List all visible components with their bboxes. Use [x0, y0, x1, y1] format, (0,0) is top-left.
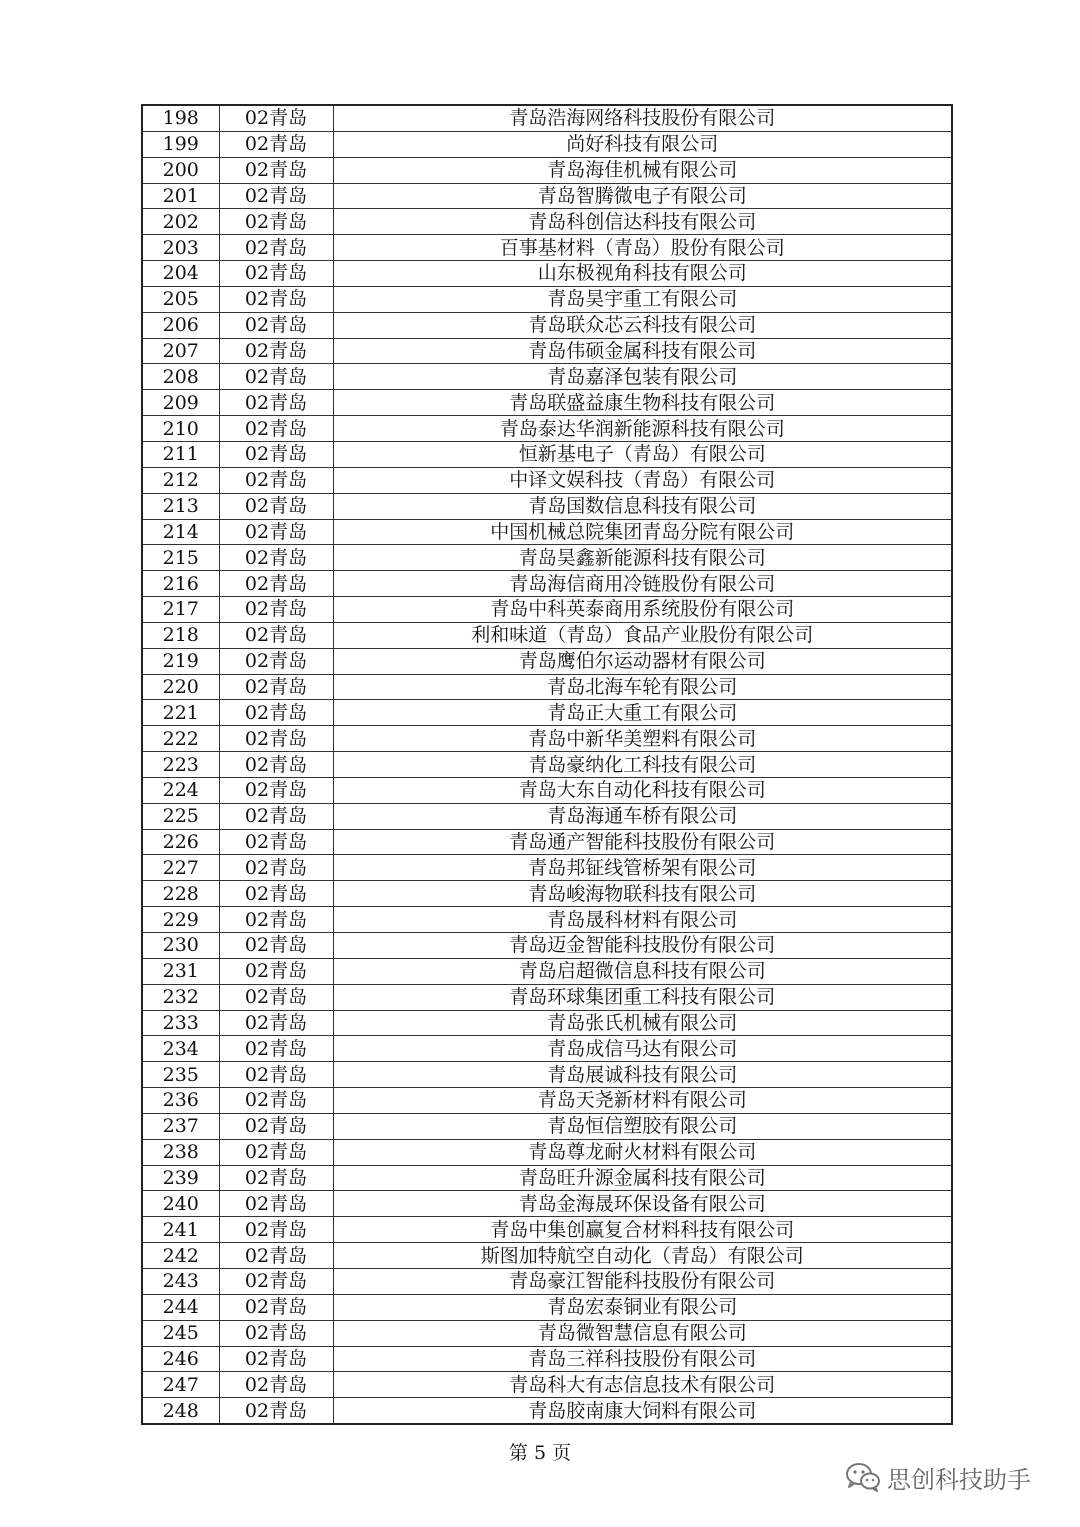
- row-company-name-cell: 青岛启超微信息科技有限公司: [333, 958, 952, 984]
- row-region-cell: 02青岛: [219, 1294, 333, 1320]
- table-row: [142, 674, 952, 700]
- row-company-name-cell: 青岛胶南康大饲料有限公司: [333, 1398, 952, 1424]
- row-region-cell: 02青岛: [219, 286, 333, 312]
- row-number-cell: 242: [142, 1243, 219, 1269]
- row-region-cell: 02青岛: [219, 183, 333, 209]
- row-company-name-cell: 尚好科技有限公司: [333, 131, 952, 157]
- row-region-cell: 02青岛: [219, 1139, 333, 1165]
- table-row: [142, 235, 952, 261]
- table-row: [142, 1243, 952, 1269]
- table-row: [142, 752, 952, 778]
- row-company-name-cell: 青岛大东自动化科技有限公司: [333, 777, 952, 803]
- row-company-name-cell: 青岛正大重工有限公司: [333, 700, 952, 726]
- row-region-cell: 02青岛: [219, 157, 333, 183]
- row-company-name-cell: 青岛昊鑫新能源科技有限公司: [333, 545, 952, 571]
- row-region-cell: 02青岛: [219, 545, 333, 571]
- row-number-cell: 200: [142, 157, 219, 183]
- row-company-name-cell: 青岛海通车桥有限公司: [333, 803, 952, 829]
- row-region-cell: 02青岛: [219, 261, 333, 287]
- table-row: [142, 648, 952, 674]
- row-region-cell: 02青岛: [219, 571, 333, 597]
- table-row: [142, 1217, 952, 1243]
- row-company-name-cell: 青岛迈金智能科技股份有限公司: [333, 933, 952, 959]
- row-company-name-cell: 青岛旺升源金属科技有限公司: [333, 1165, 952, 1191]
- table-row: [142, 1010, 952, 1036]
- row-number-cell: 226: [142, 829, 219, 855]
- row-number-cell: 225: [142, 803, 219, 829]
- row-number-cell: 240: [142, 1191, 219, 1217]
- row-number-cell: 204: [142, 261, 219, 287]
- table-row: [142, 493, 952, 519]
- table-row: [142, 416, 952, 442]
- row-region-cell: 02青岛: [219, 416, 333, 442]
- table-row: [142, 1294, 952, 1320]
- row-company-name-cell: 青岛峻海物联科技有限公司: [333, 881, 952, 907]
- row-company-name-cell: 青岛豪江智能科技股份有限公司: [333, 1268, 952, 1294]
- row-region-cell: 02青岛: [219, 984, 333, 1010]
- row-number-cell: 236: [142, 1088, 219, 1114]
- row-region-cell: 02青岛: [219, 700, 333, 726]
- row-number-cell: 245: [142, 1320, 219, 1346]
- table-row: [142, 364, 952, 390]
- table-row: [142, 777, 952, 803]
- table-body: [142, 105, 952, 1424]
- row-number-cell: 209: [142, 390, 219, 416]
- row-company-name-cell: 利和味道（青岛）食品产业股份有限公司: [333, 622, 952, 648]
- row-region-cell: 02青岛: [219, 1010, 333, 1036]
- row-company-name-cell: 中国机械总院集团青岛分院有限公司: [333, 519, 952, 545]
- row-number-cell: 230: [142, 933, 219, 959]
- row-company-name-cell: 青岛三祥科技股份有限公司: [333, 1346, 952, 1372]
- row-number-cell: 216: [142, 571, 219, 597]
- row-number-cell: 247: [142, 1372, 219, 1398]
- row-company-name-cell: 青岛海信商用冷链股份有限公司: [333, 571, 952, 597]
- row-company-name-cell: 青岛鹰伯尔运动器材有限公司: [333, 648, 952, 674]
- table-row: [142, 338, 952, 364]
- row-company-name-cell: 青岛国数信息科技有限公司: [333, 493, 952, 519]
- row-region-cell: 02青岛: [219, 1191, 333, 1217]
- row-region-cell: 02青岛: [219, 312, 333, 338]
- row-number-cell: 214: [142, 519, 219, 545]
- row-company-name-cell: 山东极视角科技有限公司: [333, 261, 952, 287]
- row-company-name-cell: 青岛恒信塑胶有限公司: [333, 1113, 952, 1139]
- table-row: [142, 390, 952, 416]
- row-number-cell: 246: [142, 1346, 219, 1372]
- row-number-cell: 221: [142, 700, 219, 726]
- row-region-cell: 02青岛: [219, 1346, 333, 1372]
- table-row: [142, 157, 952, 183]
- row-region-cell: 02青岛: [219, 958, 333, 984]
- table-row: [142, 1165, 952, 1191]
- table-row: [142, 286, 952, 312]
- row-region-cell: 02青岛: [219, 441, 333, 467]
- row-region-cell: 02青岛: [219, 726, 333, 752]
- row-region-cell: 02青岛: [219, 1062, 333, 1088]
- row-region-cell: 02青岛: [219, 1243, 333, 1269]
- row-number-cell: 220: [142, 674, 219, 700]
- row-number-cell: 234: [142, 1036, 219, 1062]
- row-region-cell: 02青岛: [219, 1217, 333, 1243]
- table-row: [142, 1191, 952, 1217]
- row-company-name-cell: 青岛宏泰铜业有限公司: [333, 1294, 952, 1320]
- row-number-cell: 215: [142, 545, 219, 571]
- row-number-cell: 203: [142, 235, 219, 261]
- row-number-cell: 229: [142, 907, 219, 933]
- row-number-cell: 248: [142, 1398, 219, 1424]
- row-company-name-cell: 百事基材料（青岛）股份有限公司: [333, 235, 952, 261]
- row-region-cell: 02青岛: [219, 467, 333, 493]
- table-row: [142, 855, 952, 881]
- row-region-cell: 02青岛: [219, 674, 333, 700]
- row-company-name-cell: 青岛嘉泽包装有限公司: [333, 364, 952, 390]
- row-number-cell: 207: [142, 338, 219, 364]
- row-region-cell: 02青岛: [219, 777, 333, 803]
- row-company-name-cell: 青岛微智慧信息有限公司: [333, 1320, 952, 1346]
- row-company-name-cell: 青岛浩海网络科技股份有限公司: [333, 105, 952, 131]
- page-number: 第 5 页: [508, 1442, 572, 1464]
- row-number-cell: 223: [142, 752, 219, 778]
- row-region-cell: 02青岛: [219, 881, 333, 907]
- watermark: [845, 1460, 1031, 1494]
- row-company-name-cell: 青岛金海晟环保设备有限公司: [333, 1191, 952, 1217]
- table-row: [142, 571, 952, 597]
- row-company-name-cell: 青岛成信马达有限公司: [333, 1036, 952, 1062]
- row-company-name-cell: 青岛晟科材料有限公司: [333, 907, 952, 933]
- row-company-name-cell: 青岛伟硕金属科技有限公司: [333, 338, 952, 364]
- row-region-cell: 02青岛: [219, 1268, 333, 1294]
- table-row: [142, 1268, 952, 1294]
- row-number-cell: 228: [142, 881, 219, 907]
- row-number-cell: 235: [142, 1062, 219, 1088]
- row-region-cell: 02青岛: [219, 933, 333, 959]
- row-company-name-cell: 青岛中新华美塑料有限公司: [333, 726, 952, 752]
- row-number-cell: 202: [142, 209, 219, 235]
- row-company-name-cell: 青岛张氏机械有限公司: [333, 1010, 952, 1036]
- row-company-name-cell: 青岛展诚科技有限公司: [333, 1062, 952, 1088]
- row-number-cell: 233: [142, 1010, 219, 1036]
- table-row: [142, 597, 952, 623]
- row-number-cell: 198: [142, 105, 219, 131]
- row-company-name-cell: 青岛联众芯云科技有限公司: [333, 312, 952, 338]
- table-row: [142, 519, 952, 545]
- wechat-icon: [845, 1462, 881, 1492]
- row-region-cell: 02青岛: [219, 855, 333, 881]
- row-number-cell: 239: [142, 1165, 219, 1191]
- table-row: [142, 907, 952, 933]
- table-row: [142, 209, 952, 235]
- table-row: [142, 700, 952, 726]
- table-row: [142, 312, 952, 338]
- table-row: [142, 881, 952, 907]
- table-row: [142, 1372, 952, 1398]
- row-region-cell: 02青岛: [219, 131, 333, 157]
- table-row: [142, 183, 952, 209]
- row-number-cell: 222: [142, 726, 219, 752]
- table-row: [142, 261, 952, 287]
- row-number-cell: 231: [142, 958, 219, 984]
- row-company-name-cell: 青岛智腾微电子有限公司: [333, 183, 952, 209]
- table-row: [142, 984, 952, 1010]
- row-region-cell: 02青岛: [219, 907, 333, 933]
- row-company-name-cell: 青岛联盛益康生物科技有限公司: [333, 390, 952, 416]
- table-row: [142, 131, 952, 157]
- row-company-name-cell: 中译文娱科技（青岛）有限公司: [333, 467, 952, 493]
- row-company-name-cell: 青岛尊龙耐火材料有限公司: [333, 1139, 952, 1165]
- row-number-cell: 210: [142, 416, 219, 442]
- row-company-name-cell: 青岛通产智能科技股份有限公司: [333, 829, 952, 855]
- row-company-name-cell: 青岛邦钲线管桥架有限公司: [333, 855, 952, 881]
- table-row: [142, 1113, 952, 1139]
- row-number-cell: 201: [142, 183, 219, 209]
- row-company-name-cell: 青岛中科英泰商用系统股份有限公司: [333, 597, 952, 623]
- row-region-cell: 02青岛: [219, 390, 333, 416]
- row-company-name-cell: 青岛科大有志信息技术有限公司: [333, 1372, 952, 1398]
- row-number-cell: 208: [142, 364, 219, 390]
- row-company-name-cell: 青岛海佳机械有限公司: [333, 157, 952, 183]
- row-number-cell: 217: [142, 597, 219, 623]
- row-company-name-cell: 青岛科创信达科技有限公司: [333, 209, 952, 235]
- table-row: [142, 1398, 952, 1424]
- row-region-cell: 02青岛: [219, 209, 333, 235]
- row-region-cell: 02青岛: [219, 648, 333, 674]
- row-number-cell: 241: [142, 1217, 219, 1243]
- row-region-cell: 02青岛: [219, 1088, 333, 1114]
- table-row: [142, 105, 952, 131]
- row-company-name-cell: 青岛中集创赢复合材料科技有限公司: [333, 1217, 952, 1243]
- table-row: [142, 933, 952, 959]
- row-region-cell: 02青岛: [219, 752, 333, 778]
- table-row: [142, 1139, 952, 1165]
- row-number-cell: 211: [142, 441, 219, 467]
- row-number-cell: 219: [142, 648, 219, 674]
- company-list-table: [141, 104, 953, 1425]
- table-row: [142, 545, 952, 571]
- table-row: [142, 1062, 952, 1088]
- table-row: [142, 726, 952, 752]
- table-row: [142, 1320, 952, 1346]
- row-company-name-cell: 青岛环球集团重工科技有限公司: [333, 984, 952, 1010]
- row-region-cell: 02青岛: [219, 803, 333, 829]
- row-number-cell: 218: [142, 622, 219, 648]
- row-region-cell: 02青岛: [219, 105, 333, 131]
- table-row: [142, 1088, 952, 1114]
- table-row: [142, 829, 952, 855]
- row-region-cell: 02青岛: [219, 1036, 333, 1062]
- table-row: [142, 958, 952, 984]
- row-region-cell: 02青岛: [219, 1165, 333, 1191]
- table-row: [142, 467, 952, 493]
- row-region-cell: 02青岛: [219, 1320, 333, 1346]
- row-company-name-cell: 青岛昊宇重工有限公司: [333, 286, 952, 312]
- row-company-name-cell: 青岛泰达华润新能源科技有限公司: [333, 416, 952, 442]
- row-region-cell: 02青岛: [219, 364, 333, 390]
- table-row: [142, 441, 952, 467]
- row-region-cell: 02青岛: [219, 493, 333, 519]
- row-region-cell: 02青岛: [219, 338, 333, 364]
- row-region-cell: 02青岛: [219, 622, 333, 648]
- row-company-name-cell: 青岛天尧新材料有限公司: [333, 1088, 952, 1114]
- row-region-cell: 02青岛: [219, 519, 333, 545]
- row-number-cell: 205: [142, 286, 219, 312]
- watermark-text: 思创科技助手: [887, 1465, 1031, 1494]
- row-number-cell: 224: [142, 777, 219, 803]
- row-region-cell: 02青岛: [219, 829, 333, 855]
- row-region-cell: 02青岛: [219, 1398, 333, 1424]
- row-region-cell: 02青岛: [219, 597, 333, 623]
- table-row: [142, 1036, 952, 1062]
- row-number-cell: 206: [142, 312, 219, 338]
- row-number-cell: 213: [142, 493, 219, 519]
- row-region-cell: 02青岛: [219, 1113, 333, 1139]
- row-number-cell: 238: [142, 1139, 219, 1165]
- row-number-cell: 243: [142, 1268, 219, 1294]
- row-number-cell: 232: [142, 984, 219, 1010]
- row-number-cell: 199: [142, 131, 219, 157]
- table-row: [142, 622, 952, 648]
- row-company-name-cell: 斯图加特航空自动化（青岛）有限公司: [333, 1243, 952, 1269]
- row-number-cell: 212: [142, 467, 219, 493]
- row-number-cell: 244: [142, 1294, 219, 1320]
- row-company-name-cell: 青岛豪纳化工科技有限公司: [333, 752, 952, 778]
- table-row: [142, 803, 952, 829]
- row-region-cell: 02青岛: [219, 235, 333, 261]
- row-number-cell: 227: [142, 855, 219, 881]
- row-number-cell: 237: [142, 1113, 219, 1139]
- row-company-name-cell: 青岛北海车轮有限公司: [333, 674, 952, 700]
- table-row: [142, 1346, 952, 1372]
- row-company-name-cell: 恒新基电子（青岛）有限公司: [333, 441, 952, 467]
- row-region-cell: 02青岛: [219, 1372, 333, 1398]
